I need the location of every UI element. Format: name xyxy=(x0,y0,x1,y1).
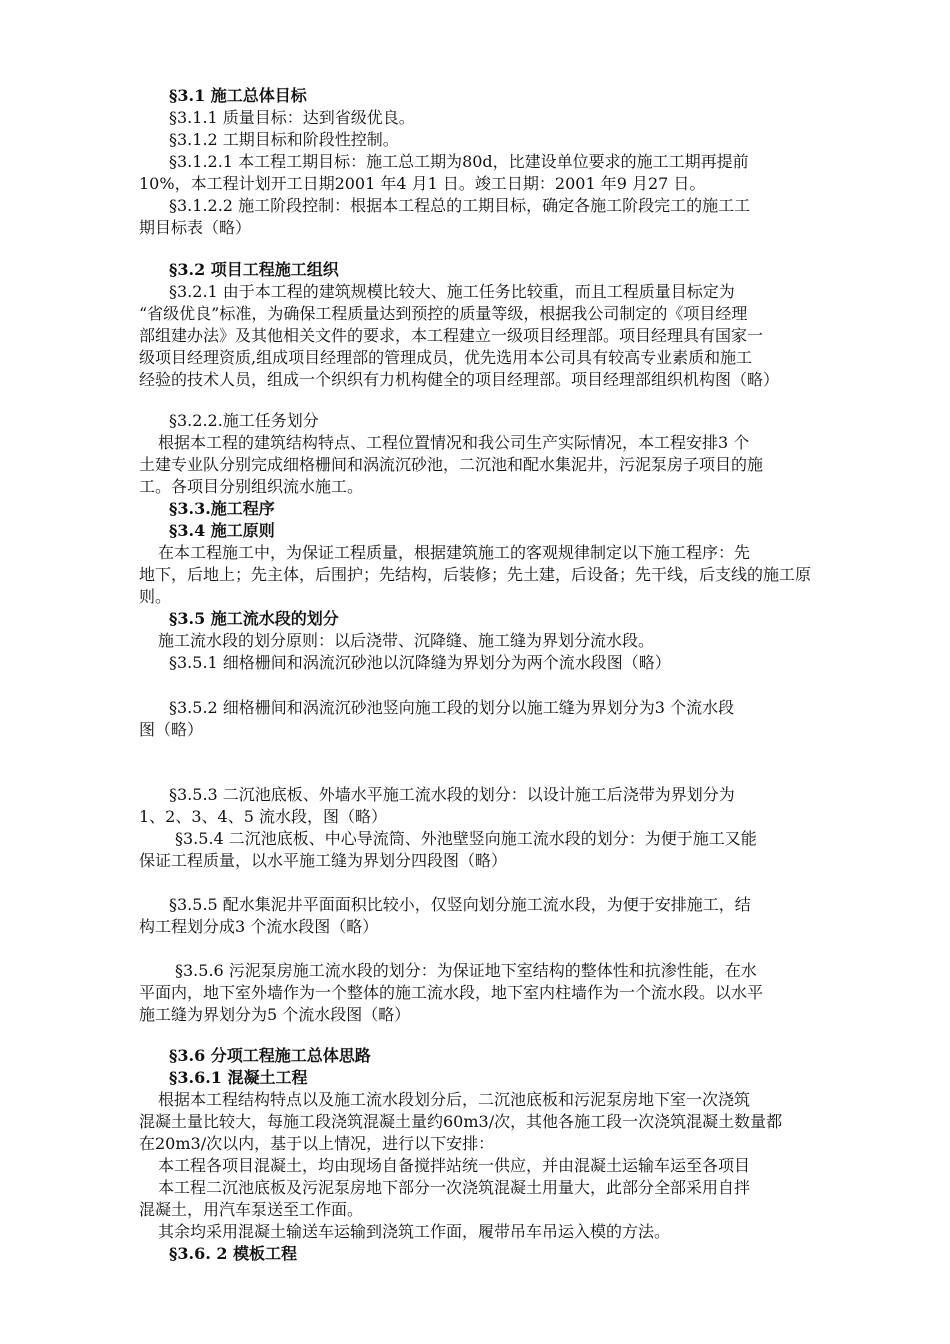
section-heading-3-2: §3.2 项目工程施工组织 xyxy=(169,260,339,279)
paragraph-line: 在本工程施工中，为保证工程质量，根据建筑施工的客观规律制定以下施工程序：先 xyxy=(158,543,751,562)
paragraph-line: 则。 xyxy=(139,587,172,606)
paragraph-line: §3.5.2 细格栅间和涡流沉砂池竖向施工段的划分以施工缝为界划分为3 个流水段 xyxy=(169,698,735,717)
paragraph-line: 1、2、3、4、5 流水段，图（略） xyxy=(139,807,387,826)
paragraph-line: 保证工程质量，以水平施工缝为界划分四段图（略） xyxy=(139,851,508,870)
paragraph-line: §3.5.1 细格栅间和涡流沉砂池以沉降缝为界划分为两个流水段图（略） xyxy=(169,653,671,672)
section-heading-3-1: §3.1 施工总体目标 xyxy=(169,86,307,105)
paragraph-line: §3.1.2 工期目标和阶段性控制。 xyxy=(169,130,399,149)
paragraph-line: 经验的技术人员，组成一个织织有力机构健全的项目经理部。项目经理部组织机构图（略） xyxy=(139,370,780,389)
paragraph-line: §3.5.5 配水集泥井平面面积比较小，仅竖向划分施工流水段，为便于安排施工，结 xyxy=(169,895,751,914)
section-heading-3-5: §3.5 施工流水段的划分 xyxy=(169,609,339,628)
paragraph-line: 图（略） xyxy=(139,720,204,739)
paragraph-line: 本工程二沉池底板及污泥泵房地下部分一次浇筑混凝土用量大，此部分全部采用自拌 xyxy=(158,1178,751,1197)
section-heading-3-3: §3.3.施工程序 xyxy=(169,499,275,518)
paragraph-line: 构工程划分成3 个流水段图（略） xyxy=(139,917,379,936)
paragraph-line: 平面内，地下室外墙作为一个整体的施工流水段，地下室内柱墙作为一个流水段。以水平 xyxy=(139,983,764,1002)
section-heading-3-2-2: §3.2.2.施工任务划分 xyxy=(169,411,319,430)
paragraph-line: §3.1.1 质量目标：达到省级优良。 xyxy=(169,108,415,127)
paragraph-line: §3.1.2.2 施工阶段控制：根据本工程总的工期目标，确定各施工阶段完工的施工工 xyxy=(169,196,751,215)
paragraph-line: 本工程各项目混凝土，均由现场自备搅拌站统一供应，并由混凝土运输车运至各项目 xyxy=(158,1156,751,1175)
paragraph-line: §3.2.1 由于本工程的建筑规模比较大、施工任务比较重，而且工程质量目标定为 xyxy=(169,282,735,301)
paragraph-line: 根据本工程的建筑结构特点、工程位置情况和我公司生产实际情况，本工程安排3 个 xyxy=(158,433,750,452)
paragraph-line: 10%，本工程计划开工日期2001 年4 月1 日。竣工日期：2001 年9 月27 日。 xyxy=(139,174,706,193)
paragraph-line: 工。各项目分别组织流水施工。 xyxy=(139,477,364,496)
paragraph-line: 其余均采用混凝土输送车运输到浇筑工作面，履带吊车吊运入模的方法。 xyxy=(158,1222,671,1241)
paragraph-line: “省级优良”标准，为确保工程质量达到预控的质量等级，根据我公司制定的《项目经理 xyxy=(139,304,748,323)
paragraph-line: 地下，后地上；先主体，后围护；先结构，后装修；先土建，后设备；先干线，后支线的施工原 xyxy=(139,565,812,584)
paragraph-line: 混凝土量比较大，每施工段浇筑混凝土量约60m3/次，其他各施工段一次浇筑混凝土数量都 xyxy=(139,1112,783,1131)
section-heading-3-6-2: §3.6. 2 模板工程 xyxy=(169,1244,298,1263)
paragraph-line: 施工流水段的划分原则：以后浇带、沉降缝、施工缝为界划分流水段。 xyxy=(158,631,655,650)
paragraph-line: §3.1.2.1 本工程工期目标：施工总工期为80d，比建设单位要求的施工工期再提前 xyxy=(169,152,749,171)
paragraph-line: §3.5.4 二沉池底板、中心导流筒、外池壁竖向施工流水段的划分：为便于施工又能 xyxy=(175,829,757,848)
paragraph-line: 期目标表（略） xyxy=(139,218,252,237)
paragraph-line: 土建专业队分别完成细格栅间和涡流沉砂池，二沉池和配水集泥井，污泥泵房子项目的施 xyxy=(139,455,764,474)
section-heading-3-6-1: §3.6.1 混凝土工程 xyxy=(169,1068,308,1087)
paragraph-line: 在20m3/次以内，基于以上情况，进行以下安排： xyxy=(139,1134,495,1153)
paragraph-line: §3.5.6 污泥泵房施工流水段的划分：为保证地下室结构的整体性和抗渗性能，在水 xyxy=(175,961,757,980)
paragraph-line: §3.5.3 二沉池底板、外墙水平施工流水段的划分：以设计施工后浇带为界划分为 xyxy=(169,785,735,804)
paragraph-line: 根据本工程结构特点以及施工流水段划分后，二沉池底板和污泥泵房地下室一次浇筑 xyxy=(158,1090,751,1109)
paragraph-line: 部组建办法》及其他相关文件的要求，本工程建立一级项目经理部。项目经理具有国家一 xyxy=(139,326,764,345)
section-heading-3-6: §3.6 分项工程施工总体思路 xyxy=(169,1046,371,1065)
paragraph-line: 施工缝为界划分为5 个流水段图（略） xyxy=(139,1005,411,1024)
paragraph-line: 混凝土，用汽车泵送至工作面。 xyxy=(139,1200,364,1219)
section-heading-3-4: §3.4 施工原则 xyxy=(169,521,275,540)
paragraph-line: 级项目经理资质,组成项目经理部的管理成员，优先选用本公司具有较高专业素质和施工 xyxy=(139,348,753,367)
